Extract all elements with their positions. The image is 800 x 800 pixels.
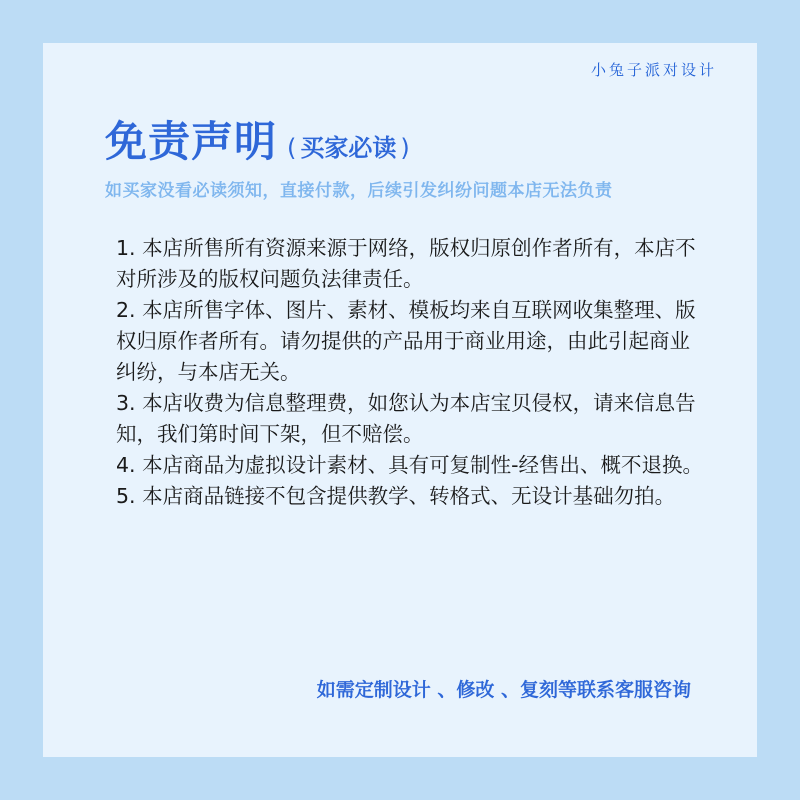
buyer-notice: 如买家没看必读须知，直接付款，后续引发纠纷问题本店无法负责	[105, 181, 613, 201]
disclaimer-card	[43, 43, 757, 757]
subtitle-close-paren: )	[400, 134, 410, 162]
disclaimer-item: 2. 本店所售字体、图片、素材、模板均来自互联网收集整理、版权归原作者所有。请勿提供的产品用于商业用途，由此引起商业纠纷，与本店无关。	[116, 298, 696, 384]
brand-label: 小兔子派对设计	[590, 61, 717, 79]
subtitle-text: 买家必读	[300, 134, 397, 162]
title-row	[105, 109, 414, 169]
subtitle-open-paren: (	[287, 134, 297, 162]
page-title: 免责声明	[105, 117, 278, 166]
disclaimer-item: 1. 本店所售所有资源来源于网络，版权归原创作者所有，本店不对所涉及的版权问题负法律责任。	[116, 236, 696, 291]
subtitle	[283, 128, 414, 163]
disclaimer-list	[116, 233, 706, 512]
contact-footer: 如需定制设计 、修改 、复刻等联系客服咨询	[316, 679, 691, 701]
disclaimer-item: 5. 本店商品链接不包含提供教学、转格式、无设计基础勿拍。	[116, 484, 676, 508]
disclaimer-item: 4. 本店商品为虚拟设计素材、具有可复制性-经售出、概不退换。	[116, 453, 703, 477]
disclaimer-item: 3. 本店收费为信息整理费，如您认为本店宝贝侵权，请来信息告知，我们第时间下架，但不赔偿。	[116, 391, 696, 446]
